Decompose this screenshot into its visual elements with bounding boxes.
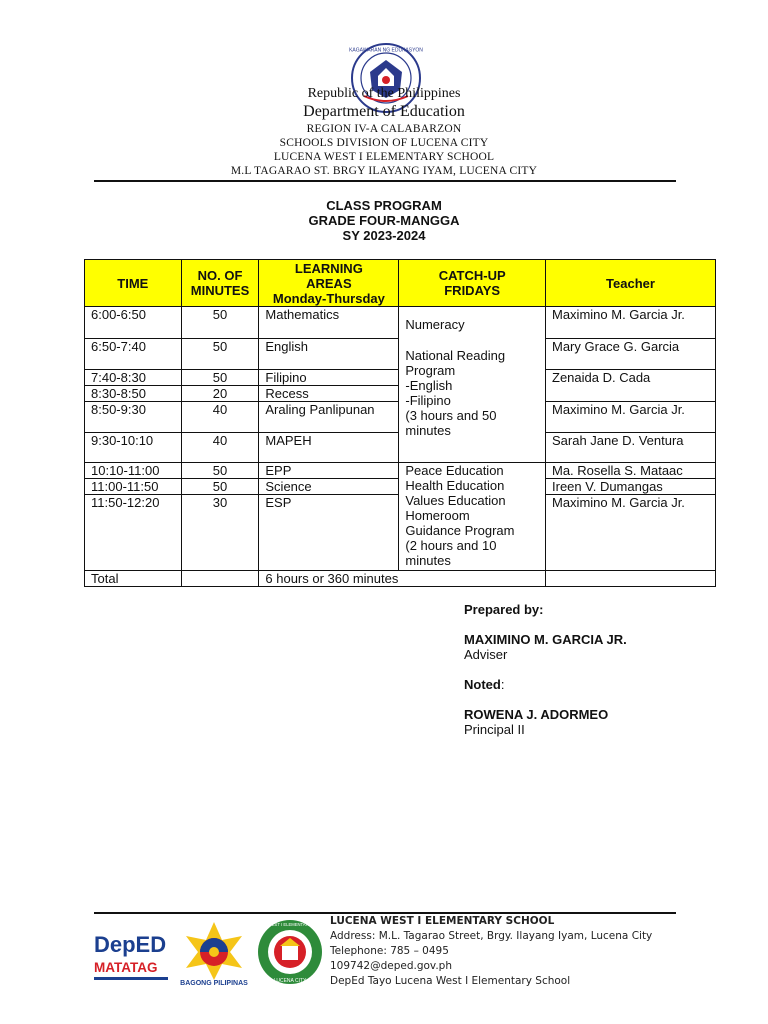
header-teacher: Teacher <box>546 260 716 307</box>
cell-teacher: Maximino M. Garcia Jr. <box>546 307 716 339</box>
footer-telephone: Telephone: 785 – 0495 <box>330 945 449 957</box>
cell-time: 9:30-10:10 <box>85 433 182 463</box>
svg-text:KAGAWARAN NG EDUKASYON: KAGAWARAN NG EDUKASYON <box>349 47 423 54</box>
cell-time: 10:10-11:00 <box>85 463 182 479</box>
catchup-line: (2 hours and 10 <box>405 538 497 553</box>
cell-teacher: Mary Grace G. Garcia <box>546 339 716 370</box>
cell-minutes: 50 <box>181 463 259 479</box>
cell-area: Mathematics <box>259 307 399 339</box>
document-title <box>0 198 768 243</box>
footer-school: LUCENA WEST I ELEMENTARY SCHOOL <box>330 915 555 927</box>
cell-area: Recess <box>259 386 399 402</box>
department-line: Department of Education <box>303 103 465 120</box>
cell-area: MAPEH <box>259 433 399 463</box>
cell-time: 7:40-8:30 <box>85 370 182 386</box>
total-value: 6 hours or 360 minutes <box>259 571 546 587</box>
table-total-row <box>85 571 716 587</box>
bagong-pilipinas-logo <box>176 918 252 988</box>
deped-matatag-logo <box>92 928 172 986</box>
footer-address: Address: M.L. Tagarao Street, Brgy. Ilayang Iyam, Lucena City <box>330 930 653 942</box>
catchup-line: -English <box>405 378 453 393</box>
prepared-by-name: MAXIMINO M. GARCIA JR. <box>464 632 627 647</box>
table-row <box>85 307 716 339</box>
noted-label: Noted <box>464 677 501 692</box>
cell-teacher: Ireen V. Dumangas <box>546 479 716 495</box>
catchup-line: Values Education <box>405 493 506 508</box>
catchup-block-values <box>399 463 546 571</box>
svg-text:DepED: DepED <box>94 932 167 957</box>
catchup-line: -Filipino <box>405 393 451 408</box>
cell-area: English <box>259 339 399 370</box>
prepared-by-label: Prepared by: <box>464 602 544 617</box>
footer-contact <box>330 914 652 989</box>
title-line-1: CLASS PROGRAM <box>326 198 442 213</box>
cell-time: 6:00-6:50 <box>85 307 182 339</box>
region-line: REGION IV-A CALABARZON <box>306 123 462 135</box>
cell-teacher: Maximino M. Garcia Jr. <box>546 402 716 433</box>
svg-text:LUCENA WEST I ELEMENTARY SCHOO: LUCENA WEST I ELEMENTARY SCHOOL <box>249 922 331 927</box>
noted-name: ROWENA J. ADORMEO <box>464 707 609 722</box>
cell-area: Filipino <box>259 370 399 386</box>
header-minutes: NO. OF MINUTES <box>181 260 259 307</box>
republic-line: Republic of the Philippines <box>307 86 461 101</box>
catchup-line: (3 hours and 50 <box>405 408 497 423</box>
school-seal-logo <box>249 918 331 986</box>
header-time: TIME <box>85 260 182 307</box>
cell-minutes: 40 <box>181 433 259 463</box>
address-line: M.L TAGARAO ST. BRGY ILAYANG IYAM, LUCENA CITY <box>230 165 538 177</box>
catchup-line: minutes <box>405 423 451 438</box>
cell-area: Araling Panlipunan <box>259 402 399 433</box>
cell-area: Science <box>259 479 399 495</box>
catchup-line: minutes <box>405 553 451 568</box>
header-learning-areas: LEARNING AREAS Monday-Thursday <box>259 260 399 307</box>
cell-teacher: Ma. Rosella S. Mataac <box>546 463 716 479</box>
total-teacher-empty <box>546 571 716 587</box>
cell-time: 11:50-12:20 <box>85 495 182 571</box>
svg-text:MATATAG: MATATAG <box>94 960 158 975</box>
header-catch-up-fridays: CATCH-UP FRIDAYS <box>399 260 546 307</box>
cell-time: 8:50-9:30 <box>85 402 182 433</box>
cell-teacher: Zenaida D. Cada <box>546 370 716 402</box>
cell-teacher: Maximino M. Garcia Jr. <box>546 495 716 571</box>
school-line: LUCENA WEST I ELEMENTARY SCHOOL <box>273 151 495 163</box>
total-label: Total <box>85 571 182 587</box>
catchup-line: Homeroom <box>405 508 470 523</box>
cell-teacher: Sarah Jane D. Ventura <box>546 433 716 463</box>
catchup-line: Program <box>405 363 456 378</box>
table-row <box>85 463 716 479</box>
svg-text:LUCENA CITY: LUCENA CITY <box>273 978 307 984</box>
svg-text:BAGONG PILIPINAS: BAGONG PILIPINAS <box>180 980 248 987</box>
footer-email: 109742@deped.gov.ph <box>330 960 452 972</box>
title-line-3: SY 2023-2024 <box>342 228 426 243</box>
noted-line <box>464 677 627 692</box>
cell-time: 8:30-8:50 <box>85 386 182 402</box>
cell-minutes: 30 <box>181 495 259 571</box>
noted-colon: : <box>500 677 505 692</box>
catchup-line: Guidance Program <box>405 523 515 538</box>
signature-block <box>464 602 627 737</box>
cell-minutes: 50 <box>181 307 259 339</box>
title-line-2: GRADE FOUR-MANGGA <box>308 213 460 228</box>
catchup-line: National Reading <box>405 348 506 363</box>
division-line: SCHOOLS DIVISION OF LUCENA CITY <box>279 137 489 149</box>
class-program-table <box>84 259 716 587</box>
cell-time: 11:00-11:50 <box>85 479 182 495</box>
cell-time: 6:50-7:40 <box>85 339 182 370</box>
letterhead <box>0 86 768 178</box>
catchup-block-numeracy-reading <box>399 307 546 463</box>
cell-area: ESP <box>259 495 399 571</box>
table-header-row <box>85 260 716 307</box>
cell-minutes: 20 <box>181 386 259 402</box>
prepared-by-role: Adviser <box>464 647 508 662</box>
total-minutes-empty <box>181 571 259 587</box>
cell-minutes: 50 <box>181 370 259 386</box>
catchup-line: Peace Education <box>405 463 504 478</box>
footer-page: DepEd Tayo Lucena West I Elementary School <box>330 975 571 987</box>
cell-minutes: 40 <box>181 402 259 433</box>
header-divider <box>94 180 676 182</box>
cell-area: EPP <box>259 463 399 479</box>
noted-role: Principal II <box>464 722 525 737</box>
cell-minutes: 50 <box>181 479 259 495</box>
catchup-line: Numeracy <box>405 317 465 332</box>
catchup-line: Health Education <box>405 478 505 493</box>
cell-minutes: 50 <box>181 339 259 370</box>
